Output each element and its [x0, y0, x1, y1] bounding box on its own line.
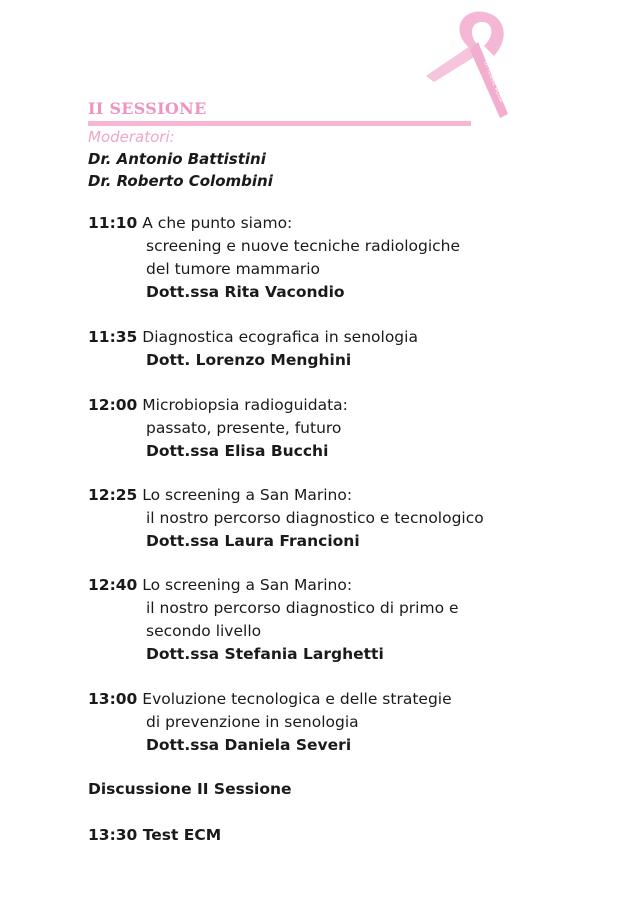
entry-time: 12:25 [88, 486, 138, 504]
entry-title: Microbiopsia radioguidata: [142, 396, 348, 414]
entry-title-line: screening e nuove tecniche radiologiche [146, 237, 461, 255]
entry-time: 11:10 [88, 214, 138, 232]
entry-title-line: il nostro percorso diagnostico di primo e [146, 599, 459, 617]
entry-title-line: di prevenzione in senologia [146, 713, 359, 731]
moderator-name: Dr. Roberto Colombini [88, 172, 273, 190]
program-entry [88, 326, 418, 372]
entry-title-line: del tumore mammario [146, 260, 321, 278]
entry-speaker: Dott. Lorenzo Menghini [146, 351, 352, 369]
test-label: Test ECM [142, 826, 222, 844]
moderators-label: Moderatori: [88, 128, 175, 146]
moderator-name: Dr. Antonio Battistini [88, 150, 266, 168]
session-title: II SESSIONE [88, 99, 207, 118]
test-time: 13:30 [88, 826, 138, 844]
entry-speaker: Dott.ssa Elisa Bucchi [146, 442, 329, 460]
pink-ribbon-icon [418, 6, 522, 120]
program-entry [88, 394, 348, 463]
entry-title: Lo screening a San Marino: [142, 576, 353, 594]
test-ecm [88, 826, 221, 844]
entry-speaker: Dott.ssa Rita Vacondio [146, 283, 345, 301]
entry-time: 12:40 [88, 576, 138, 594]
entry-time: 11:35 [88, 328, 138, 346]
program-entry [88, 212, 460, 304]
entry-title: Lo screening a San Marino: [142, 486, 353, 504]
entry-speaker: Dott.ssa Laura Francioni [146, 532, 360, 550]
program-entry [88, 688, 452, 757]
entry-speaker: Dott.ssa Daniela Severi [146, 736, 352, 754]
entry-title-line: secondo livello [146, 622, 262, 640]
entry-title: Diagnostica ecografica in senologia [142, 328, 418, 346]
entry-title-line: passato, presente, futuro [146, 419, 342, 437]
program-entry [88, 484, 484, 553]
program-entry [88, 574, 459, 666]
entry-title: Evoluzione tecnologica e delle strategie [142, 690, 452, 708]
entry-title-line: il nostro percorso diagnostico e tecnologico [146, 509, 484, 527]
entry-title: A che punto siamo: [142, 214, 293, 232]
entry-time: 13:00 [88, 690, 138, 708]
session-divider [88, 121, 471, 126]
ribbon-text: OTTOBRE ROSA [482, 60, 505, 104]
entry-time: 12:00 [88, 396, 138, 414]
discussion-label: Discussione II Sessione [88, 780, 292, 798]
entry-speaker: Dott.ssa Stefania Larghetti [146, 645, 384, 663]
